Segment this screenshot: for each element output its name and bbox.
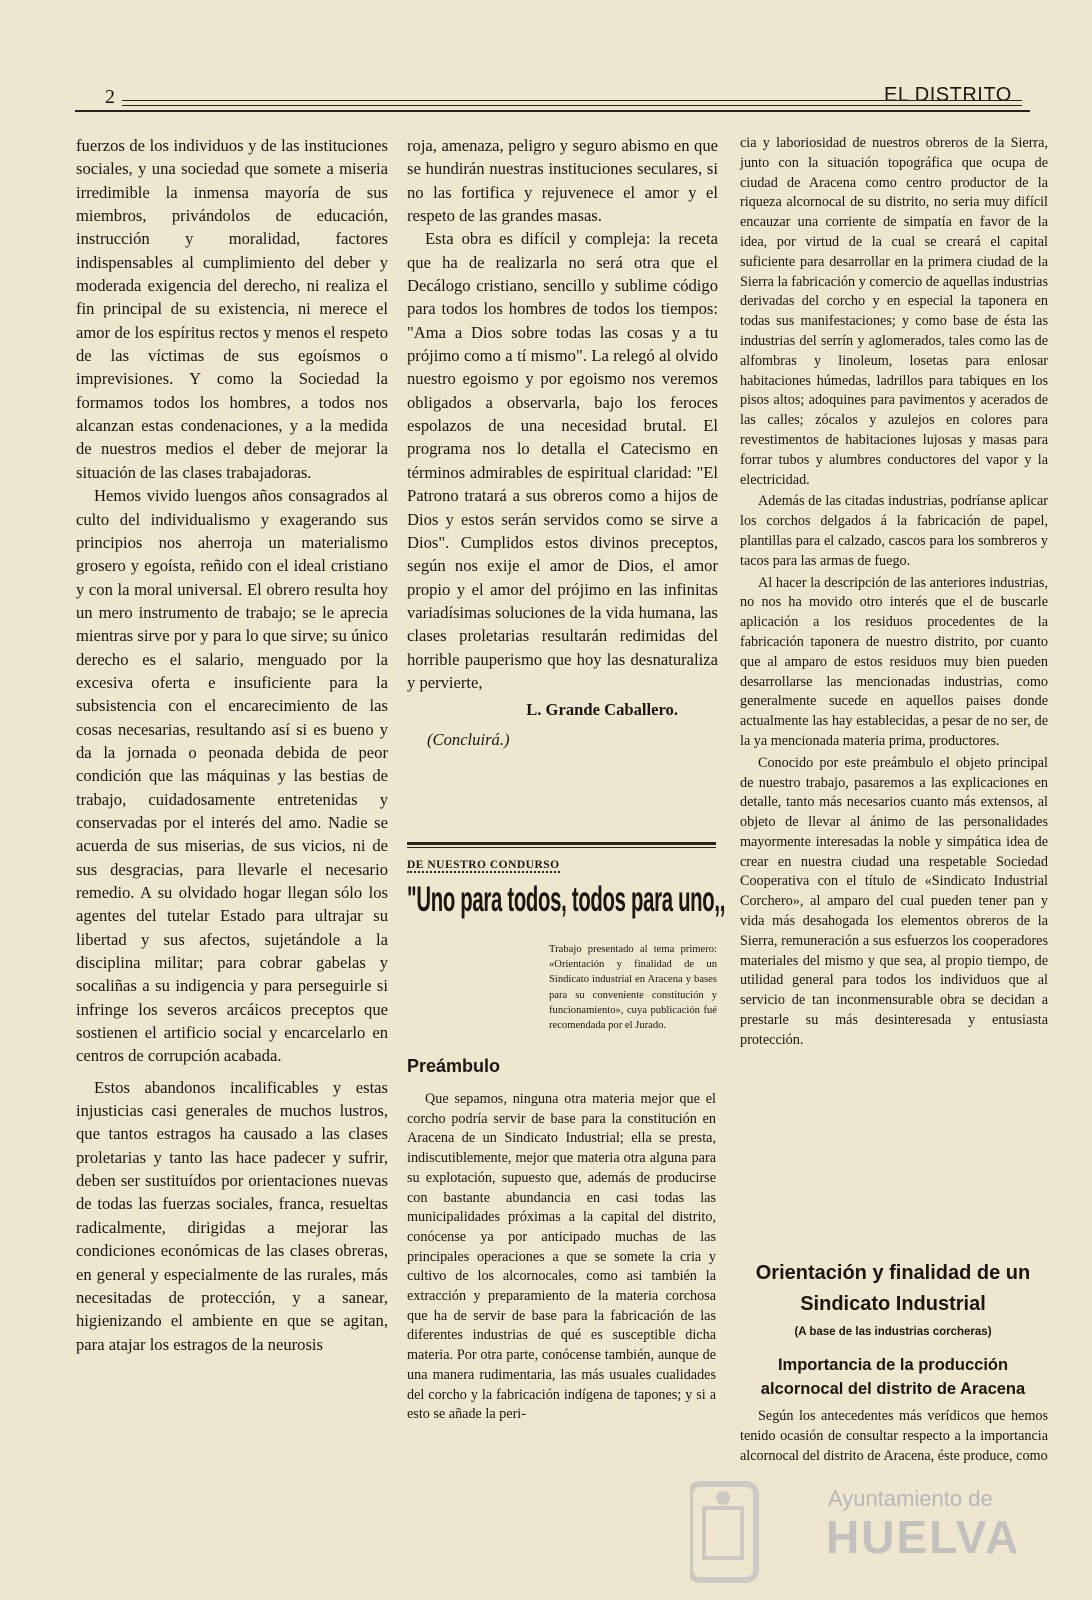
paragraph: Además de las citadas industrias, podríanse aplicar los corchos delgados á la fabricación de papel, plantillas para el calzado, cascos para los sombreros y tacos para las armas de fuego. [740, 493, 1048, 569]
article2-body [740, 1407, 1048, 1466]
work-note: Trabajo presentado al tema primero: «Orientación y finalidad de un Sindicato industrial en Aracena y bases para su conveniente constitución y funcionamiento», cuya publicación fué recomendada por el Jurado. [549, 944, 717, 1032]
article-title: "Uno para todos, todos para uno,, [407, 880, 726, 919]
preambulo-body [407, 1090, 716, 1425]
paragraph: roja, amenaza, peligro y seguro abismo en que se hundirán nuestras instituciones seculares, si no las fortifica y rejuvenece el amor y el respeto de las grandes masas. [407, 136, 718, 226]
article2-heading: Importancia de la producción alcornocal del distrito de Aracena [760, 1356, 1026, 1398]
article2-subtitle: (A base de las industrias corcheras) [794, 1326, 992, 1338]
paragraph: Según los antecedentes más verídicos que hemos tenido ocasión de consultar respecto a la importancia alcornocal del distrito de Aracena, éste produce, como [740, 1408, 1048, 1464]
paragraph: Que sepamos, ninguna otra materia mejor que el corcho podría servir de base para la constitución en Aracena de un Sindicato Industrial; ella se presta, indiscutiblemente, mejor que materia otra alguna para su explotación, supuesto que, además de producirse con bastante abundancia en casi todas las municipalidades próximas a la capital del distrito, conócense ya por anticipado muchas de las principales operaciones a que se somete la cria y cultivo de los alcornocales, como asi también la extracción y preparamiento de la materia corchosa que ha de servir de base para la fabricación de las diferentes industrias de qué es susceptible dicha materia. Por otra parte, conócense también, aunque de una manera rudimentaria, las más usuales cualidades del corcho y la fabricación indígena de tapones; y si a esto se añade la peri- [407, 1091, 716, 1423]
paragraph: Estos abandonos incalificables y estas injusticias casi generales de muchos lustros, que tantos estragos ha causado a las clases proletarias y tanto las hace padecer y sufrir, deben ser sustituídos por orientaciones nuevas de todas las fuerzas sociales, franca, resueltas radicalmente, dirigidas a mejorar las condiciones económicas de las clases obreras, en general y especialmente de las rurales, más necesitadas de protección, y a sanear, higienizando el ambiente en que se agitan, para atajar los estragos de la neurosis [76, 1077, 388, 1354]
header-rule-lower [75, 110, 1030, 112]
column-1 [76, 134, 388, 1356]
watermark-line1: Ayuntamiento de [828, 1486, 993, 1511]
paragraph: Hemos vivido luengos años consagrados al culto del individualismo y exagerando sus principios nos aherroja un materialismo grosero y egoísta, reñido con el ideal cristiano y con la moral universal. El obrero resulta hoy un mero instrumento de trabajo; se le aprecia mientras sirve por y para lo que sirve; su único derecho es el salario, menguado por la excesiva oferta e insuficiente para la subsistencia con el encarecimiento de las cosas necesarias, resultando así si es bueno y da la jornada o peonada debida de peor condición que las máquinas y las bestias de trabajo, cuidadosamente entretenidas y conservadas por el interés del amo. Nadie se acuerda de sus miserias, de sus vicios, ni de sus desgracias, para llevarle el necesario remedio. A su olvidado hogar llegan sólo los agentes del tutelar Estado para ultrajar su libertad y sus afectos, sujetándole a la disciplina militar; para cobrar gabelas y socaliñas a su indigencia y para perseguirle si infringe los severos arcáicos preceptos que sostienen el artificio social y encarcelarlo en centros de corrupción acabada. [76, 486, 388, 1066]
newspaper-title: EL DISTRITO [884, 84, 1012, 106]
preambulo-heading: Preámbulo [407, 1056, 501, 1076]
page-number: 2 [105, 86, 115, 108]
paragraph: Al hacer la descripción de las anteriores industrias, no nos ha movido otro interés que el de buscarle aplicación a los residuos procedentes de la fabricación taponera de nuestro distrito, por cuanto que al amparo de estos residuos muy bien pueden desarrollarse las mencionadas industrias, como generalmente sucede en aquellos paises donde actualmente las hay establecidas, a pesar de no ser, de la ya mencionada materia prima, productores. [740, 574, 1048, 749]
continued-note: (Concluirá.) [427, 729, 510, 749]
paragraph: Conocido por este preámbulo el objeto principal de nuestro trabajo, pasaremos a las explicaciones en detalle, tanto más necesarios cuanto más extensos, al objeto de llevar al ánimo de las personalidades mayormente interesadas la noble y simpática idea de crear en nuestra ciudad una respetable Sociedad Cooperativa con el título de «Sindicato Industrial Corchero», al amparo del cual pueden tener pan y vida más desahogada los elementos obreros de la Sierra, remuneración a sus esfuerzos los cooperadores materiales del mismo y que sea, al propio tiempo, de utilidad general para todos los individuos que al servicio de tan inconmensurable obra se decidan a prestarle su más desinteresada y entusiasta protección. [740, 754, 1048, 1048]
paragraph: fuerzos de los individuos y de las instituciones sociales, y una sociedad que somete a miseria irredimible la inmensa mayoría de sus miembros, privándolos de educación, instrucción y moralidad, factores indispensables al cumplimiento del deber y moderada exigencia del derecho, ni realiza el fin principal de su existencia, ni merece el amor de los espíritus rectos y menos el respeto de las víctimas de sus egoísmos o imprevisiones. Y como la Sociedad la formamos todos los hombres, a todos nos alcanzan estas condenaciones, y a la medida de nuestros medios el deber de mejorar la situación de las clases trabajadoras. [76, 136, 388, 482]
article2-title: Orientación y finalidad de un Sindicato Industrial [755, 1262, 1031, 1315]
watermark-line2: HUELVA [826, 1511, 1021, 1563]
paragraph: Esta obra es difícil y compleja: la receta que ha de realizarla no será otra que el Decálogo cristiano, sencillo y sublime código para todos los hombres de todos los tiempos: "Ama a Dios sobre todas las cosas y a tu prójimo como a tí mismo". La relegó al olvido nuestro egoismo y por egoismo nos veremos obligados a observarla, bajo los feroces espolazos de una necesidad brutal. El programa nos lo detalla el Catecismo en términos admirables de espiritual claridad: "El Patrono tratará a sus obreros como a hijos de Dios y estos serán servidos como se sirve a Dios". Cumplidos estos divinos preceptos, según nos exije el amor de Dios, el amor propio y el amor del prójimo en las infinitas variadísimas soluciones de la vida humana, las clases proletarias resultarán redimidas del horrible pauperismo que hoy las desnaturaliza y pervierte, [407, 229, 718, 692]
column-3 [740, 134, 1048, 1051]
header-rule [122, 100, 1022, 106]
column-2 [407, 134, 718, 751]
author-signature: L. Grande Caballero. [526, 700, 678, 720]
section-label: DE NUESTRO CONDURSO [407, 859, 560, 871]
section-rule [407, 842, 716, 848]
paragraph: cia y laboriosidad de nuestros obreros de la Sierra, junto con la situación topográfica que ocupa de ciudad de Aracena como centro productor de la riqueza alcornocal de su distrito, no seria muy difícil encauzar una corriente de simpatía en favor de la idea, por virtud de la cual se creará el capital suficiente para desarrollar en la primera ciudad de la Sierra la fabricación y comercio de aquellas industrias derivadas del corcho y en especial la taponera en todas sus manifestaciones; y como base de ésta las industrias del serrín y aglomerados, tales como las de alfombras y linoleum, losetas para enlosar habitaciones húmedas, ladrillos para tabiques en los pisos altos; adoquines para pavimentos y acerados de las calles; zócalos y azulejos en colores para revestimentos de habitaciones lujosas y masas para forrar tubos y alumbres conductores del vapor y la electricidad. [740, 135, 1048, 488]
